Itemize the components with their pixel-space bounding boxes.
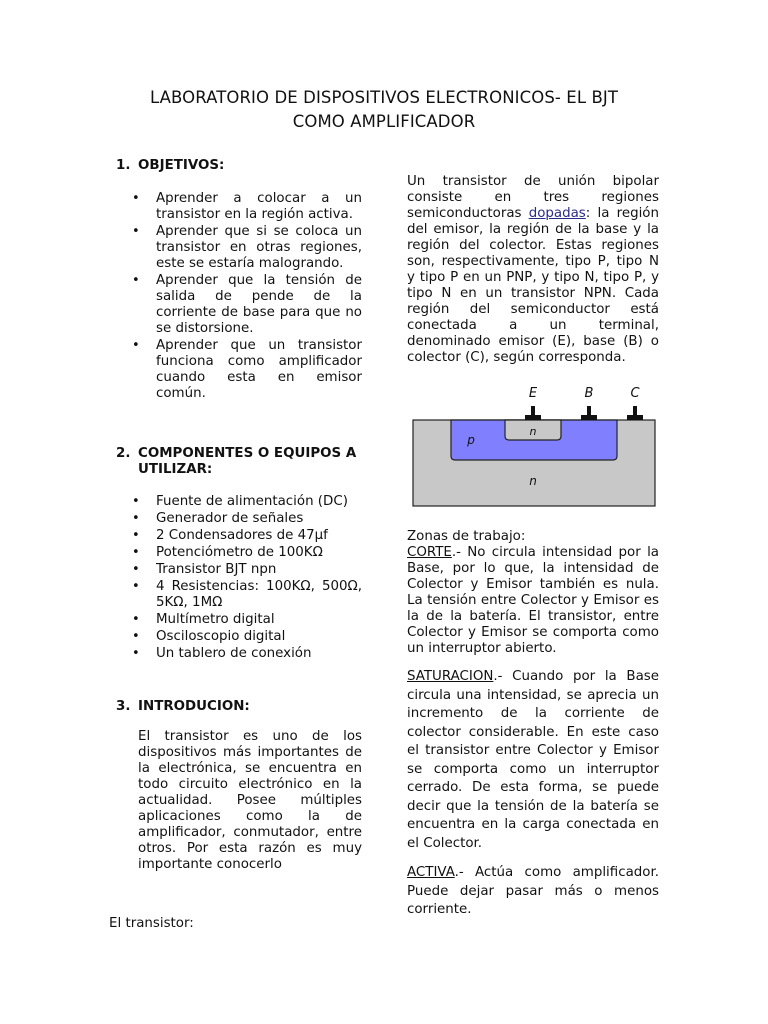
section-number: 1.: [116, 158, 131, 173]
bullet-icon: •: [132, 562, 140, 577]
list-item: • 2 Condensadores de 47µf: [132, 528, 328, 543]
corte-label: CORTE: [407, 545, 452, 560]
bullet-icon: •: [132, 338, 140, 353]
n-substrate-label: n: [529, 474, 537, 488]
list-item: • Fuente de alimentación (DC): [132, 494, 348, 509]
list-item: • Osciloscopio digital: [132, 629, 286, 644]
list-item: • Aprender que si se coloca un transistor en otras regiones, este se estaría malogrando.: [132, 224, 362, 271]
transistor-diagram: [405, 380, 663, 510]
list-item: • Multímetro digital: [132, 612, 275, 627]
document-title: [80, 86, 688, 134]
transistor-label: El transistor:: [109, 916, 194, 931]
bullet-icon: •: [132, 494, 140, 509]
bullet-icon: •: [132, 511, 140, 526]
bullet-icon: •: [132, 224, 140, 239]
bullet-icon: •: [132, 579, 140, 594]
collector-contact: [627, 415, 643, 420]
bullet-icon: •: [132, 629, 140, 644]
terminal-b-label: B: [584, 386, 594, 401]
emitter-lead: [531, 406, 535, 415]
list-item: • Generador de señales: [132, 511, 304, 526]
activa-paragraph: ACTIVA.- Actúa como amplificador. Puede dejar pasar más o menos corriente.: [407, 865, 659, 917]
bullet-icon: •: [132, 191, 140, 206]
intro-paragraph-right: Un transistor de unión bipolar consiste en tres regiones semiconductoras dopadas: la región del emisor, la región de la base y la región del colector. Estas regiones son, respectivamente, tipo P, tipo N y tipo P en un PNP, y tipo N, tipo P, y tipo N en un transistor NPN. Cada región del semiconductor está conectada a un terminal, denominado emisor (E), base (B) o colector (C), según corresponda.: [407, 174, 659, 365]
terminal-c-label: C: [630, 386, 640, 401]
dopadas-link[interactable]: dopadas: [528, 206, 586, 221]
section-heading-text: INTRODUCION:: [138, 699, 250, 714]
activa-label: ACTIVA: [407, 865, 455, 880]
section-heading-text: COMPONENTES O EQUIPOS A UTILIZAR:: [138, 446, 357, 477]
terminal-e-label: E: [528, 386, 538, 401]
section-number: 3.: [116, 699, 131, 714]
componentes-list: [130, 494, 362, 663]
title-line-2: COMO AMPLIFICADOR: [292, 112, 476, 131]
corte-paragraph: CORTE.- No circula intensidad por la Base, por lo que, la intensidad de Colector y Emisor también es nula. La tensión entre Colector y Emisor es la de la batería. El transistor, entre Colector y Emisor se comporta como un interruptor abierto.: [407, 545, 659, 656]
list-item: • Transistor BJT npn: [132, 562, 277, 577]
list-item: • Aprender a colocar a un transistor en la región activa.: [132, 191, 362, 222]
collector-lead: [633, 406, 637, 415]
list-item: • Aprender que un transistor funciona como amplificador cuando esta en emisor común.: [132, 338, 362, 401]
list-item: • Un tablero de conexión: [132, 646, 312, 661]
base-contact: [581, 415, 597, 420]
list-item: • Potenciómetro de 100KΩ: [132, 545, 323, 560]
title-line-1: LABORATORIO DE DISPOSITIVOS ELECTRONICOS- EL BJT: [149, 88, 619, 107]
section-heading-text: OBJETIVOS:: [138, 158, 225, 173]
emitter-contact: [525, 415, 541, 420]
p-region-label: p: [467, 433, 475, 447]
bullet-icon: •: [132, 545, 140, 560]
zonas-title: Zonas de trabajo:: [407, 529, 526, 544]
introduccion-paragraph: El transistor es uno de los dispositivos más importantes de la electrónica, se encuentra en todo circuito electrónico en la actualidad. Posee múltiples aplicaciones como la de amplificador, conmutador, entre otros. Por esta razón es muy importante conocerlo: [138, 729, 362, 872]
bullet-icon: •: [132, 528, 140, 543]
n-emitter-label: n: [529, 425, 537, 438]
section-componentes-heading: [116, 446, 376, 480]
bullet-icon: •: [132, 612, 140, 627]
section-objetivos-heading: [116, 158, 376, 176]
base-lead: [587, 406, 591, 415]
list-item: • Aprender que la tensión de salida de pende de la corriente de base para que no se distorsione.: [132, 273, 362, 336]
section-number: 2.: [116, 446, 131, 461]
bullet-icon: •: [132, 273, 140, 288]
saturacion-paragraph: SATURACION.- Cuando por la Base circula una intensidad, se aprecia un incremento de la corriente de colector considerable. En este caso el transistor entre Colector y Emisor se comporta como un interruptor cerrado. De esta forma, se puede decir que la tensión de la batería se encuentra en la carga conectada en el Colector.: [407, 669, 659, 851]
saturacion-label: SATURACION: [407, 669, 494, 684]
bullet-icon: •: [132, 646, 140, 661]
list-item: • 4 Resistencias: 100KΩ, 500Ω, 5KΩ, 1MΩ: [132, 579, 362, 610]
objetivos-list: [130, 191, 362, 403]
section-introduccion-heading: [116, 699, 376, 717]
